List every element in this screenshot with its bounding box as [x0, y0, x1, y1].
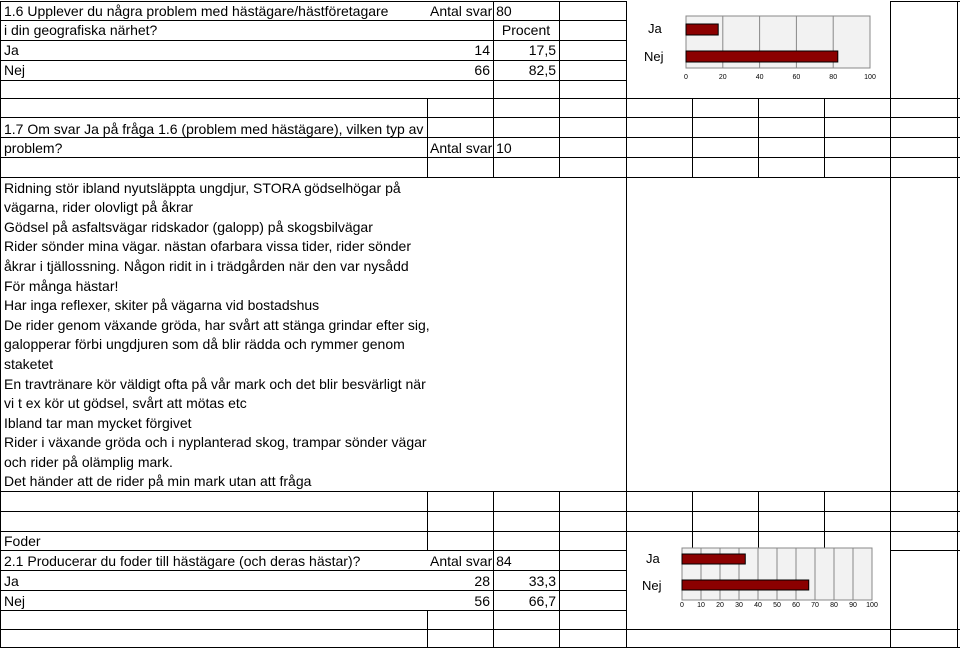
- answer-line: Rider i växande gröda och i nyplanterad skog, trampar sönder vägar: [4, 434, 427, 450]
- bar-chart-svg: [630, 544, 888, 628]
- grid-line: [0, 177, 960, 178]
- bar: [682, 554, 745, 564]
- grid-line: [0, 511, 960, 512]
- answer-line: De rider genom växande gröda, har svårt att stänga grindar efter sig,: [4, 317, 430, 333]
- answer-line: galopperar förbi ungdjuren som då blir rädda och rymmer genom: [4, 336, 405, 352]
- tick-label: 100: [866, 602, 878, 609]
- row-count: 14: [474, 42, 490, 58]
- tick-label: 60: [792, 74, 801, 81]
- tick-label: 20: [716, 602, 724, 609]
- answer-line: vägarna, rider olovligt på åkrar: [4, 199, 194, 215]
- tick-label: 70: [811, 602, 819, 609]
- tick-label: 80: [829, 74, 838, 81]
- grid-line: [758, 491, 759, 550]
- grid-line: [890, 550, 960, 551]
- tick-label: 0: [684, 74, 688, 81]
- bar: [682, 580, 809, 590]
- grid-line: [0, 629, 960, 630]
- row-count: 56: [474, 593, 490, 609]
- question-1-7-count: Antal svar 10: [430, 140, 512, 156]
- answer-line: staketet: [4, 356, 54, 372]
- grid-line: [824, 491, 825, 550]
- question-2-1-count: Antal svar 84: [430, 553, 512, 569]
- tick-label: 20: [718, 74, 727, 81]
- answer-line: Ridning stör ibland nyutsläppta ungdjur, STORA gödselhögar på: [4, 180, 401, 196]
- grid-line: [0, 491, 960, 492]
- grid-line: [824, 98, 825, 177]
- tick-label: 10: [697, 602, 705, 609]
- chart-category-label: Ja: [648, 21, 662, 36]
- tick-label: 80: [830, 602, 838, 609]
- row-percent: 17,5: [528, 42, 556, 58]
- grid-line: [0, 590, 626, 591]
- tick-label: 90: [849, 602, 857, 609]
- grid-line: [692, 491, 693, 550]
- grid-line: [692, 98, 693, 177]
- chart-category-label: Nej: [644, 49, 664, 64]
- tick-label: 40: [754, 602, 762, 609]
- question-1-6-heading: 1.6 Upplever du några problem med hästägare/hästföretagare: [4, 3, 389, 19]
- bar: [686, 51, 838, 62]
- tick-label: 40: [755, 74, 764, 81]
- answer-line: Gödsel på asfaltsvägar ridskador (galopp) på skogsbilvägar: [4, 219, 373, 235]
- grid-line: [626, 1, 627, 647]
- grid-line: [427, 491, 428, 550]
- grid-line: [0, 647, 960, 648]
- answer-line: åkrar i tjällossning. Någon ridit in i trädgården när den var nysådd: [4, 258, 409, 274]
- question-2-1-heading: 2.1 Producerar du foder till hästägare (och deras hästar)?: [4, 553, 361, 569]
- grid-line: [0, 157, 960, 158]
- answer-line: Har inga reflexer, skiter på vägarna vid bostadshus: [4, 297, 320, 313]
- row-percent: 66,7: [528, 593, 556, 609]
- section-title-foder: Foder: [4, 533, 41, 549]
- chart-question-2-1: [630, 544, 888, 628]
- row-count: 28: [474, 573, 490, 589]
- answer-line: vi t ex kör ut gödsel, svårt att mötas etc: [4, 395, 247, 411]
- grid-line: [890, 1, 891, 647]
- answer-line: Det händer att de rider på min mark utan att fråga: [4, 473, 312, 489]
- grid-line: [0, 98, 960, 99]
- question-1-6-count: Antal svar 80: [430, 3, 512, 19]
- tick-label: 60: [792, 602, 800, 609]
- answer-line: För många hästar!: [4, 278, 119, 294]
- row-count: 66: [474, 62, 490, 78]
- grid-line: [559, 1, 560, 177]
- grid-line: [0, 610, 626, 611]
- answer-line: och rider på olämplig mark.: [4, 454, 173, 470]
- answer-line: En travtränare kör väldigt ofta på vår mark och det blir besvärligt när: [4, 376, 426, 392]
- tick-label: 30: [735, 602, 743, 609]
- chart-question-1-6: [630, 4, 888, 96]
- row-label: Nej: [4, 62, 26, 78]
- grid-line: [957, 1, 958, 647]
- row-label: Ja: [4, 42, 19, 58]
- row-percent: 33,3: [528, 573, 556, 589]
- tick-label: 100: [864, 74, 876, 81]
- grid-line: [0, 531, 960, 532]
- tick-label: 0: [680, 602, 684, 609]
- row-label: Ja: [4, 573, 19, 589]
- row-percent: 82,5: [528, 62, 556, 78]
- grid-line: [0, 1, 1, 648]
- grid-line: [0, 570, 626, 571]
- tick-label: 50: [773, 602, 781, 609]
- question-1-7-heading: 1.7 Om svar Ja på fråga 1.6 (problem med hästägare), vilken typ av: [4, 121, 424, 137]
- chart-category-label: Ja: [646, 551, 660, 566]
- grid-line: [0, 117, 960, 118]
- grid-line: [427, 98, 428, 177]
- grid-line: [890, 1, 960, 2]
- percent-header: Procent: [501, 22, 551, 38]
- grid-line: [0, 80, 626, 81]
- answer-line: Ibland tar man mycket förgivet: [4, 415, 192, 431]
- grid-line: [758, 98, 759, 177]
- bar: [686, 24, 718, 35]
- question-1-7-heading-cont: problem?: [4, 140, 63, 156]
- grid-line: [427, 610, 428, 647]
- grid-line: [559, 491, 560, 647]
- grid-line: [0, 550, 626, 551]
- chart-category-label: Nej: [642, 578, 662, 593]
- row-label: Nej: [4, 593, 26, 609]
- bar-chart-svg: [630, 4, 888, 96]
- question-1-6-heading-cont: i din geografiska närhet?: [4, 22, 158, 38]
- answer-line: Rider sönder mina vägar. nästan ofarbara vissa tider, rider sönder: [4, 238, 411, 254]
